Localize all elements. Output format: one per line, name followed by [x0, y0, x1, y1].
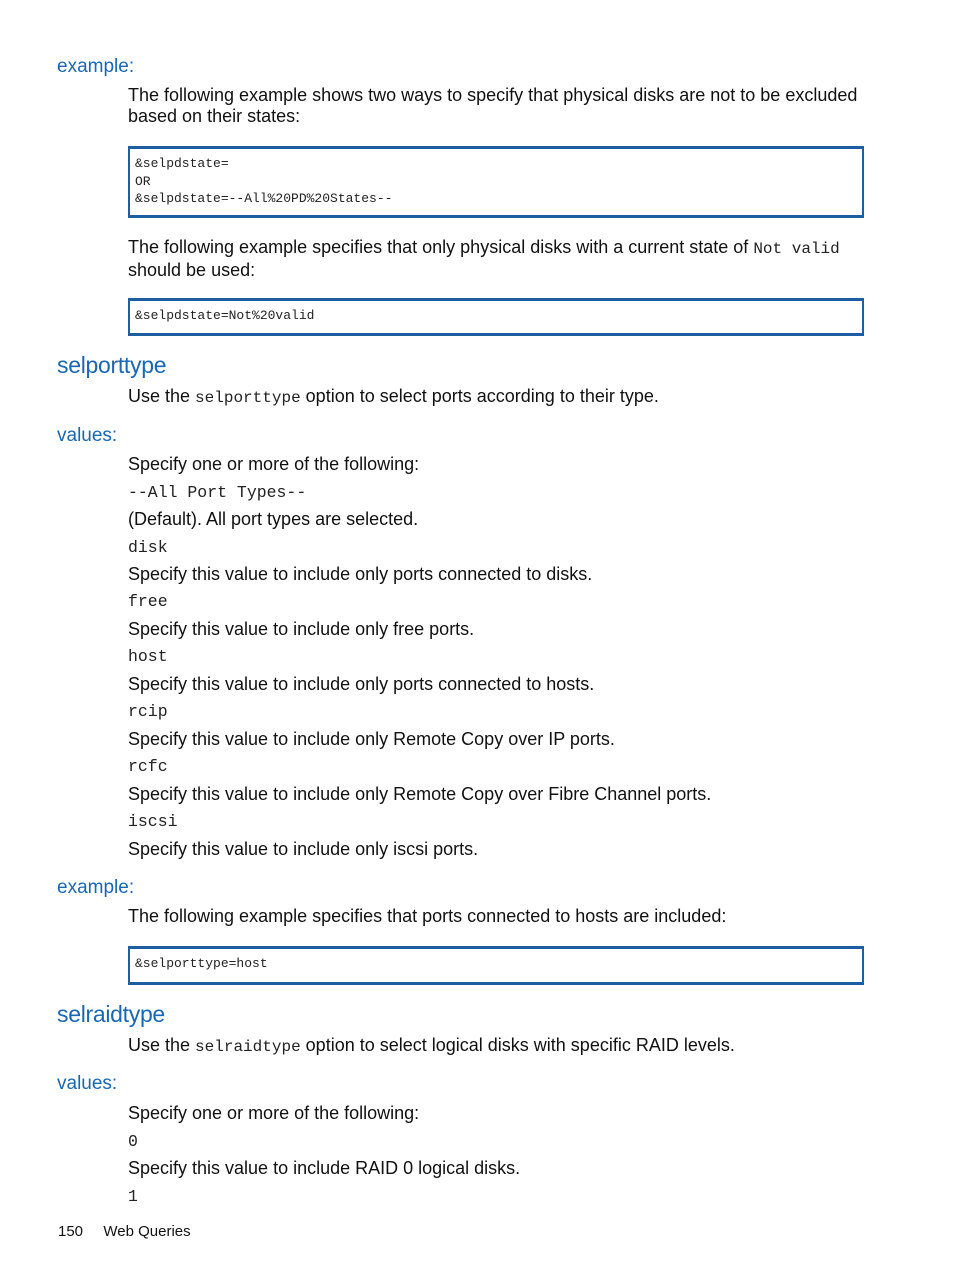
- example-intro: The following example specifies that ports connected to hosts are included:: [128, 906, 727, 926]
- value-term: host: [128, 647, 168, 666]
- inline-code: selraidtype: [195, 1038, 301, 1056]
- value-term: iscsi: [128, 812, 178, 831]
- value-description: Specify this value to include only ports connected to disks.: [128, 564, 593, 584]
- value-term: rcip: [128, 702, 168, 721]
- example-intro: The following example shows two ways to specify that physical disks are not to be excluded based on their states:: [128, 85, 858, 126]
- value-term: 0: [128, 1132, 138, 1151]
- code-line: &selpdstate=: [135, 156, 229, 171]
- inline-code: Not valid: [753, 240, 840, 258]
- code-block-selporttype: [128, 946, 864, 985]
- code-block-not-valid: [128, 298, 864, 336]
- selraidtype-description: [128, 1035, 888, 1058]
- para-text: The following example specifies that only physical disks with a current state of: [128, 237, 754, 257]
- value-description: Specify this value to include only iscsi ports.: [128, 839, 479, 859]
- value-description: Specify this value to include only free ports.: [128, 619, 475, 639]
- inline-code: selporttype: [195, 389, 301, 407]
- desc-text: Use the: [128, 1035, 196, 1055]
- example-heading: example:: [57, 56, 135, 77]
- example-heading: example:: [57, 877, 135, 898]
- values-intro: Specify one or more of the following:: [128, 454, 420, 474]
- footer-section-title: Web Queries: [103, 1223, 191, 1240]
- value-term: disk: [128, 538, 168, 557]
- para-text: should be used:: [128, 260, 256, 280]
- desc-text: option to select ports according to their type.: [300, 386, 659, 406]
- desc-text: Use the: [128, 386, 196, 406]
- selporttype-description: [128, 386, 888, 409]
- section-title-selraidtype: selraidtype: [57, 1001, 165, 1027]
- value-description: Specify this value to include only ports connected to hosts.: [128, 674, 595, 694]
- values-heading: values:: [57, 1073, 118, 1094]
- code-line: &selpdstate=--All%20PD%20States--: [135, 191, 393, 206]
- values-intro: Specify one or more of the following:: [128, 1103, 420, 1123]
- example-para-2: [128, 237, 868, 281]
- value-term: 1: [128, 1187, 138, 1206]
- desc-text: option to select logical disks with specific RAID levels.: [300, 1035, 735, 1055]
- section-title-selporttype: selporttype: [57, 352, 167, 378]
- values-heading: values:: [57, 425, 118, 446]
- page-number: 150: [58, 1223, 84, 1240]
- code-block-selpdstate: [128, 146, 864, 218]
- value-term: --All Port Types--: [128, 483, 307, 502]
- code-line: &selporttype=host: [135, 956, 268, 971]
- code-line: OR: [135, 173, 151, 189]
- value-term: free: [128, 592, 168, 611]
- value-description: (Default). All port types are selected.: [128, 509, 419, 529]
- value-description: Specify this value to include RAID 0 logical disks.: [128, 1158, 521, 1178]
- value-description: Specify this value to include only Remote Copy over Fibre Channel ports.: [128, 784, 712, 804]
- value-term: rcfc: [128, 757, 168, 776]
- page-footer: [58, 1223, 191, 1240]
- code-line: &selpdstate=Not%20valid: [135, 308, 315, 323]
- value-description: Specify this value to include only Remote Copy over IP ports.: [128, 729, 615, 749]
